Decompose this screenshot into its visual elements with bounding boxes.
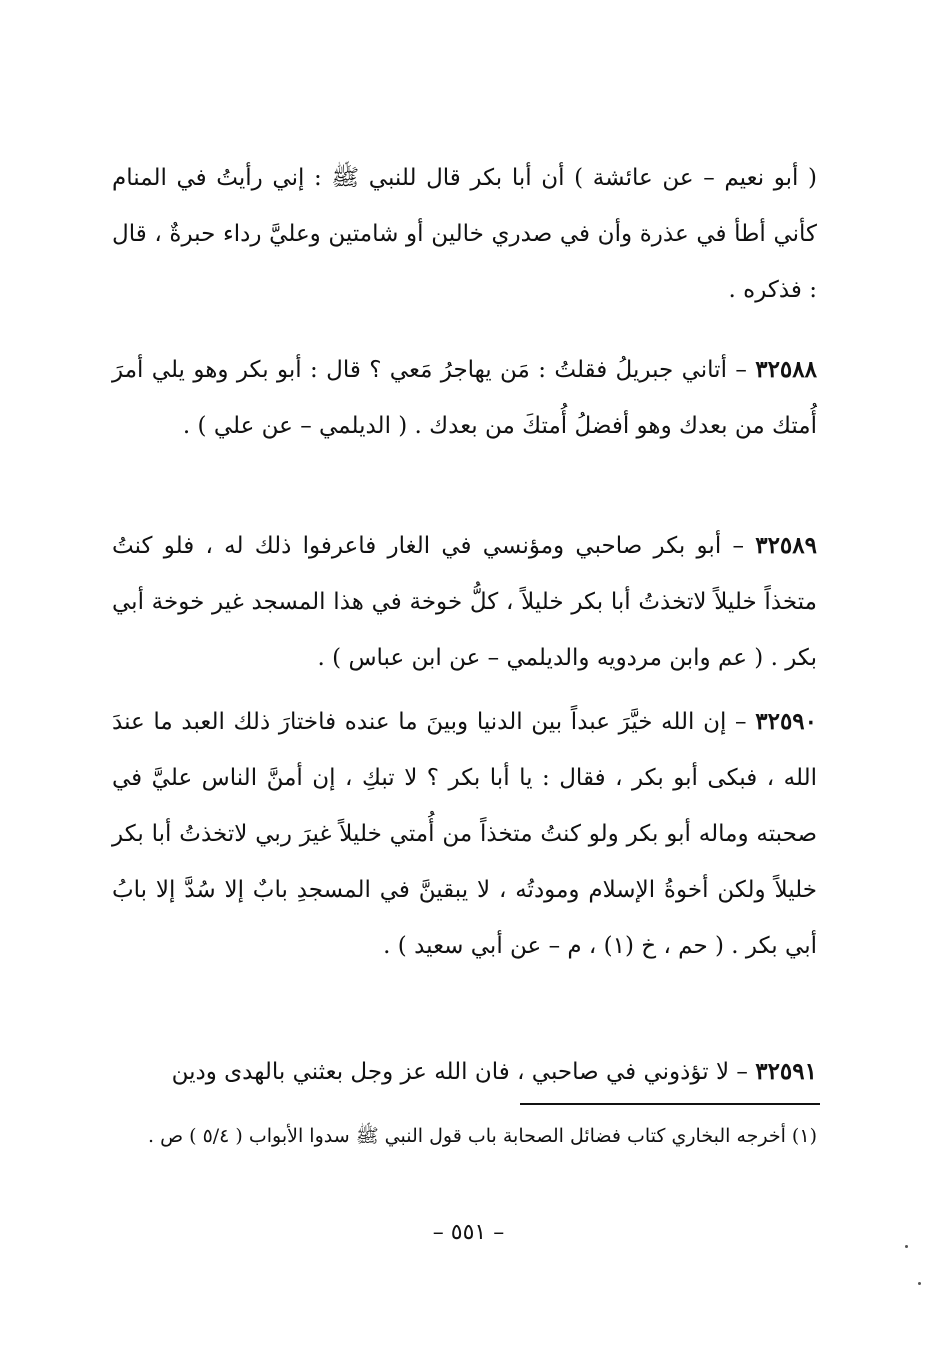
hadith-32591 [112, 1052, 817, 1092]
page-number: – ٥٥١ – [432, 1220, 505, 1245]
dash: – [726, 357, 747, 383]
scan-speck [905, 1245, 908, 1248]
dash: – [729, 1059, 748, 1085]
hadith-text: أبو بكر صاحبي ومؤنسي في الغار فاعرفوا ذلك له ، فلو كنتُ متخذاً خليلاً لاتخذتُ أبا بكر خليلاً ، كلُّ خوخة في هذا المسجد غير خوخة أبي بكر . ( عم وابن مردويه والديلمي – عن ابن عباس ) . [112, 533, 817, 671]
hadith-32589 [112, 518, 817, 686]
footnote-divider [520, 1103, 820, 1105]
hadith-32590 [112, 694, 817, 974]
paragraph-intro [112, 150, 817, 318]
footnote [112, 1118, 817, 1154]
hadith-number: ٣٢٥٩١ [755, 1058, 817, 1085]
hadith-number: ٣٢٥٨٩ [755, 532, 817, 559]
dash: – [721, 533, 744, 559]
dash: – [726, 709, 747, 735]
footnote-text: (١) أخرجه البخاري كتاب فضائل الصحابة باب قول النبي ﷺ سدوا الأبواب ( ٥/٤ ) ص . [148, 1125, 817, 1147]
paragraph-text: ( أبو نعيم – عن عائشة ) أن أبا بكر قال للنبي ﷺ : إني رأيتُ في المنام كأني أطأ في عذرة وأن في صدري خالين أو شامتين وعليَّ رداء حبرةٌ ، قال : فذكره . [112, 165, 817, 303]
scan-speck [918, 1282, 921, 1285]
hadith-32588 [112, 342, 817, 454]
hadith-number: ٣٢٥٨٨ [755, 356, 817, 383]
hadith-number: ٣٢٥٩٠ [755, 708, 818, 735]
hadith-text: لا تؤذوني في صاحبي ، فان الله عز وجل بعثني بالهدى ودين [171, 1059, 730, 1085]
hadith-text: أتاني جبريلُ فقلتُ : مَن يهاجرُ مَعي ؟ قال : أبو بكر وهو يلي أمرَ أُمتك من بعدك وهو أفضلُ أُمتكَ من بعدك . ( الديلمي – عن علي ) . [112, 357, 817, 439]
hadith-text: إن الله خيَّرَ عبداً بين الدنيا وبينَ ما عنده فاختارَ ذلك العبد ما عندَ الله ، فبكى أبو بكر ، فقال : يا أبا بكر ؟ لا تبكِ ، إن أمنَّ الناس عليَّ في صحبته وماله أبو بكر ولو كنتُ متخذاً من أُمتي خليلاً غيرَ ربي لاتخذتُ أبا بكر خليلاً ولكن أخوةُ الإسلام ومودتُه ، لا يبقينَّ في المسجدِ بابٌ إلا سُدَّ إلا بابُ أبي بكر . ( حم ، خ (١) ، م – عن أبي سعيد ) . [112, 709, 817, 959]
